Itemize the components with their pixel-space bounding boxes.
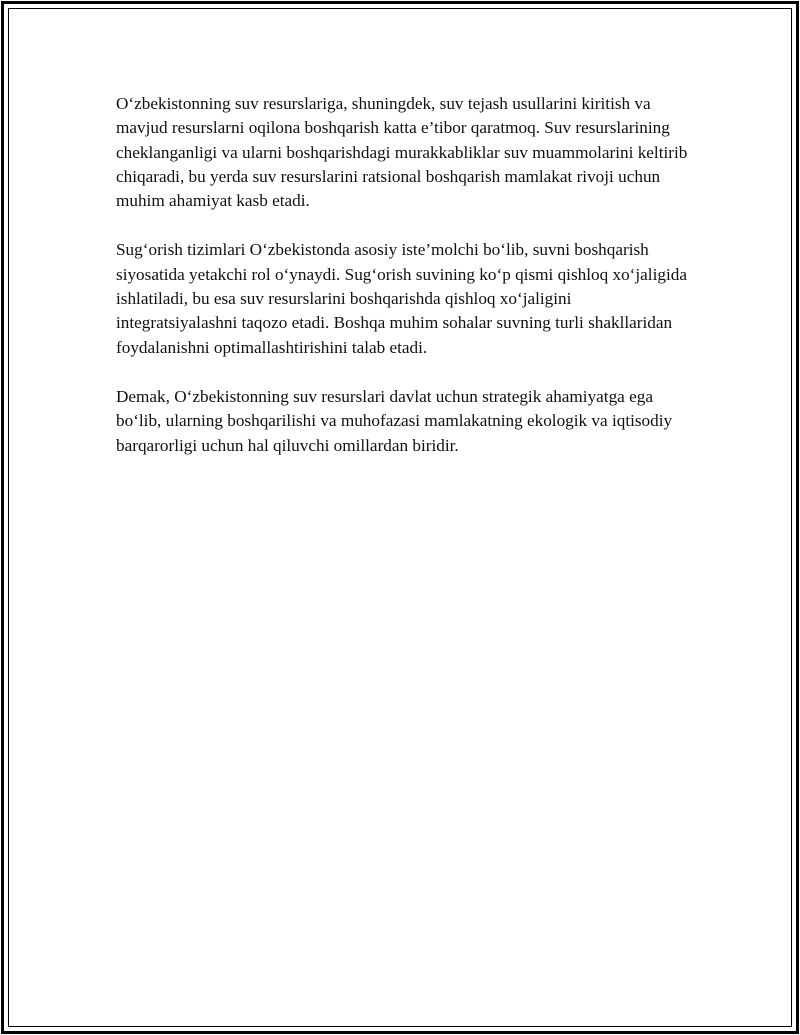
paragraph-2: Sug‘orish tizimlari O‘zbekistonda asosiy iste’molchi bo‘lib, suvni boshqarish siyosatida yetakchi rol o‘ynaydi. Sug‘orish suvining ko‘p qismi qishloq xo‘jaligida ishlatiladi, bu esa suv resurslarini boshqarishda qishloq xo‘jaligini integratsiyalashni taqozo etadi. Boshqa muhim sohalar suvning turli shakllaridan foydalanishni optimallashtirishini talab etadi. [116,240,687,357]
paragraph-1: O‘zbekistonning suv resurslariga, shuningdek, suv tejash usullarini kiritish va mavjud resurslarni oqilona boshqarish katta e’tibor qaratmoq. Suv resurslarining cheklanganligi va ularni boshqarishdagi murakkabliklar suv muammolarini keltirib chiqaradi, bu yerda suv resurslarini ratsional boshqarish mamlakat rivoji uchun muhim ahamiyat kasb etadi. [116,94,688,211]
document-body [116,92,696,483]
paragraph-3: Demak, O‘zbekistonning suv resurslari davlat uchun strategik ahamiyatga ega bo‘lib, ularning boshqarilishi va muhofazasi mamlakatning ekologik va iqtisodiy barqarorligi uchun hal qiluvchi omillardan biridir. [116,386,673,455]
